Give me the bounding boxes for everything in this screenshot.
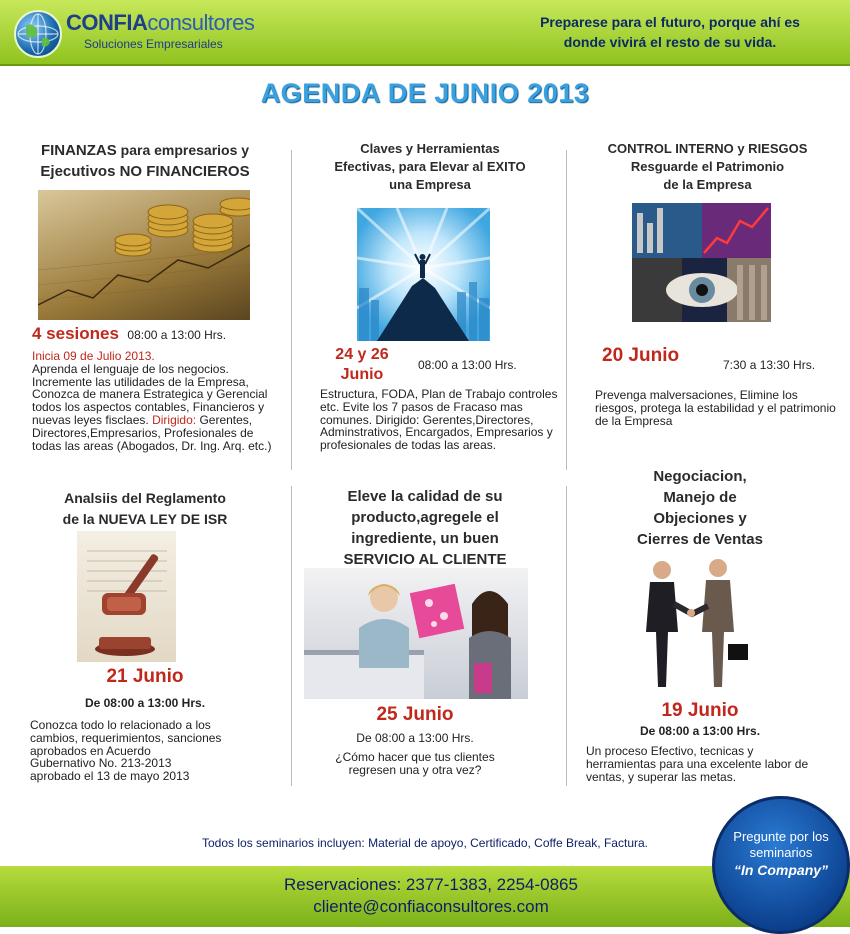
gavel-image xyxy=(77,531,176,662)
column-divider xyxy=(566,150,567,470)
seminar-negociacion-time: De 08:00 a 13:00 Hrs. xyxy=(639,724,761,738)
seminar-claves-time: 08:00 a 13:00 Hrs. xyxy=(418,358,517,372)
in-company-badge[interactable]: Pregunte por los seminarios “In Company” xyxy=(712,796,850,934)
shopping-image xyxy=(304,568,528,699)
globe-logo-icon xyxy=(14,10,62,58)
coins-image xyxy=(38,190,250,320)
seminar-claves-description: Estructura, FODA, Plan de Trabajo controles etc. Evite los 7 pasos de Fracaso mas comunes. Dirigido: Gerentes,Directores, Adminstrativos, Encargados, Empresarios y profesionales de todas las areas. xyxy=(320,387,558,453)
eye-collage-image xyxy=(632,203,771,322)
seminar-isr-description: Conozca todo lo relacionado a los cambios, requerimientos, sanciones aprobados en Acuerdo Gubernativo No. 213-2013 aprobado el 13 de mayo 2013 xyxy=(30,718,222,784)
column-divider xyxy=(291,486,292,786)
seminar-control-time: 7:30 a 13:30 Hrs. xyxy=(723,358,816,372)
seminar-negociacion-date: 19 Junio xyxy=(661,700,739,721)
column-divider xyxy=(566,486,567,786)
seminar-claves-title: Claves y Herramientas Efectivas, para Elevar al EXITO una Empresa xyxy=(334,141,526,192)
contact-email[interactable]: cliente@confiaconsultores.com xyxy=(313,897,549,916)
seminar-control-date: 20 Junio xyxy=(602,345,680,366)
seminar-finanzas-title: FINANZAS para empresarios y Ejecutivos NO FINANCIEROS xyxy=(40,142,250,180)
seminar-servicio-title: Eleve la calidad de su producto,agregele el ingrediente, un buen SERVICIO AL CLIENTE xyxy=(343,488,507,568)
header-slogan: Preparese para el futuro, porque ahí es donde vivirá el resto de su vida. xyxy=(540,14,800,50)
handshake-image xyxy=(632,556,752,692)
agenda-title: AGENDA DE JUNIO 2013 xyxy=(260,78,590,108)
column-divider xyxy=(291,150,292,470)
seminar-negociacion-description: Un proceso Efectivo, tecnicas y herramientas para una excelente labor de ventas, y superar las metas. xyxy=(586,744,809,784)
seminar-isr-title: Analsiis del Reglamento de la NUEVA LEY DE ISR xyxy=(62,490,228,527)
seminar-isr-date: 21 Junio xyxy=(106,666,184,687)
seminar-control-title: CONTROL INTERNO y RIESGOS Resguarde el Patrimonio de la Empresa xyxy=(607,141,808,192)
seminar-negociacion-title: Negociacion, Manejo de Objeciones y Cierres de Ventas xyxy=(637,468,763,548)
summit-image xyxy=(357,208,490,341)
seminar-control-description: Prevenga malversaciones, Elimine los riesgos, protega la estabilidad y el patrimonio de la Empresa xyxy=(595,388,836,428)
brand-name: CONFIAconsultores xyxy=(66,10,255,35)
includes-note: Todos los seminarios incluyen: Material de apoyo, Certificado, Coffe Break, Factura. xyxy=(202,836,648,850)
brand-tagline: Soluciones Empresariales xyxy=(84,37,223,51)
seminar-isr-time: De 08:00 a 13:00 Hrs. xyxy=(84,696,206,710)
reservation-phones: Reservaciones: 2377-1383, 2254-0865 xyxy=(284,875,578,894)
seminar-finanzas-schedule: 4 sesiones 08:00 a 13:00 Hrs. xyxy=(32,324,227,343)
seminar-claves-date: 24 y 26 Junio xyxy=(335,346,389,383)
seminar-servicio-time: De 08:00 a 13:00 Hrs. xyxy=(356,731,474,745)
seminar-servicio-date: 25 Junio xyxy=(376,704,454,725)
seminar-servicio-description: ¿Cómo hacer que tus clientes regresen una y otra vez? xyxy=(335,750,495,777)
seminar-finanzas-description: Inicia 09 de Julio 2013. Aprenda el lenguaje de los negocios. Incremente las utilidades de la Empresa, Conozca de manera Estrategica y Gerencial todos los aspectos contables, Financieros y nuevas leyes fisclaes. Dirigido: Gerentes, Directores,Empresarios, Profesionales de todas las areas (Abogados, Dr. Ing. Arq. etc.) xyxy=(32,349,272,453)
